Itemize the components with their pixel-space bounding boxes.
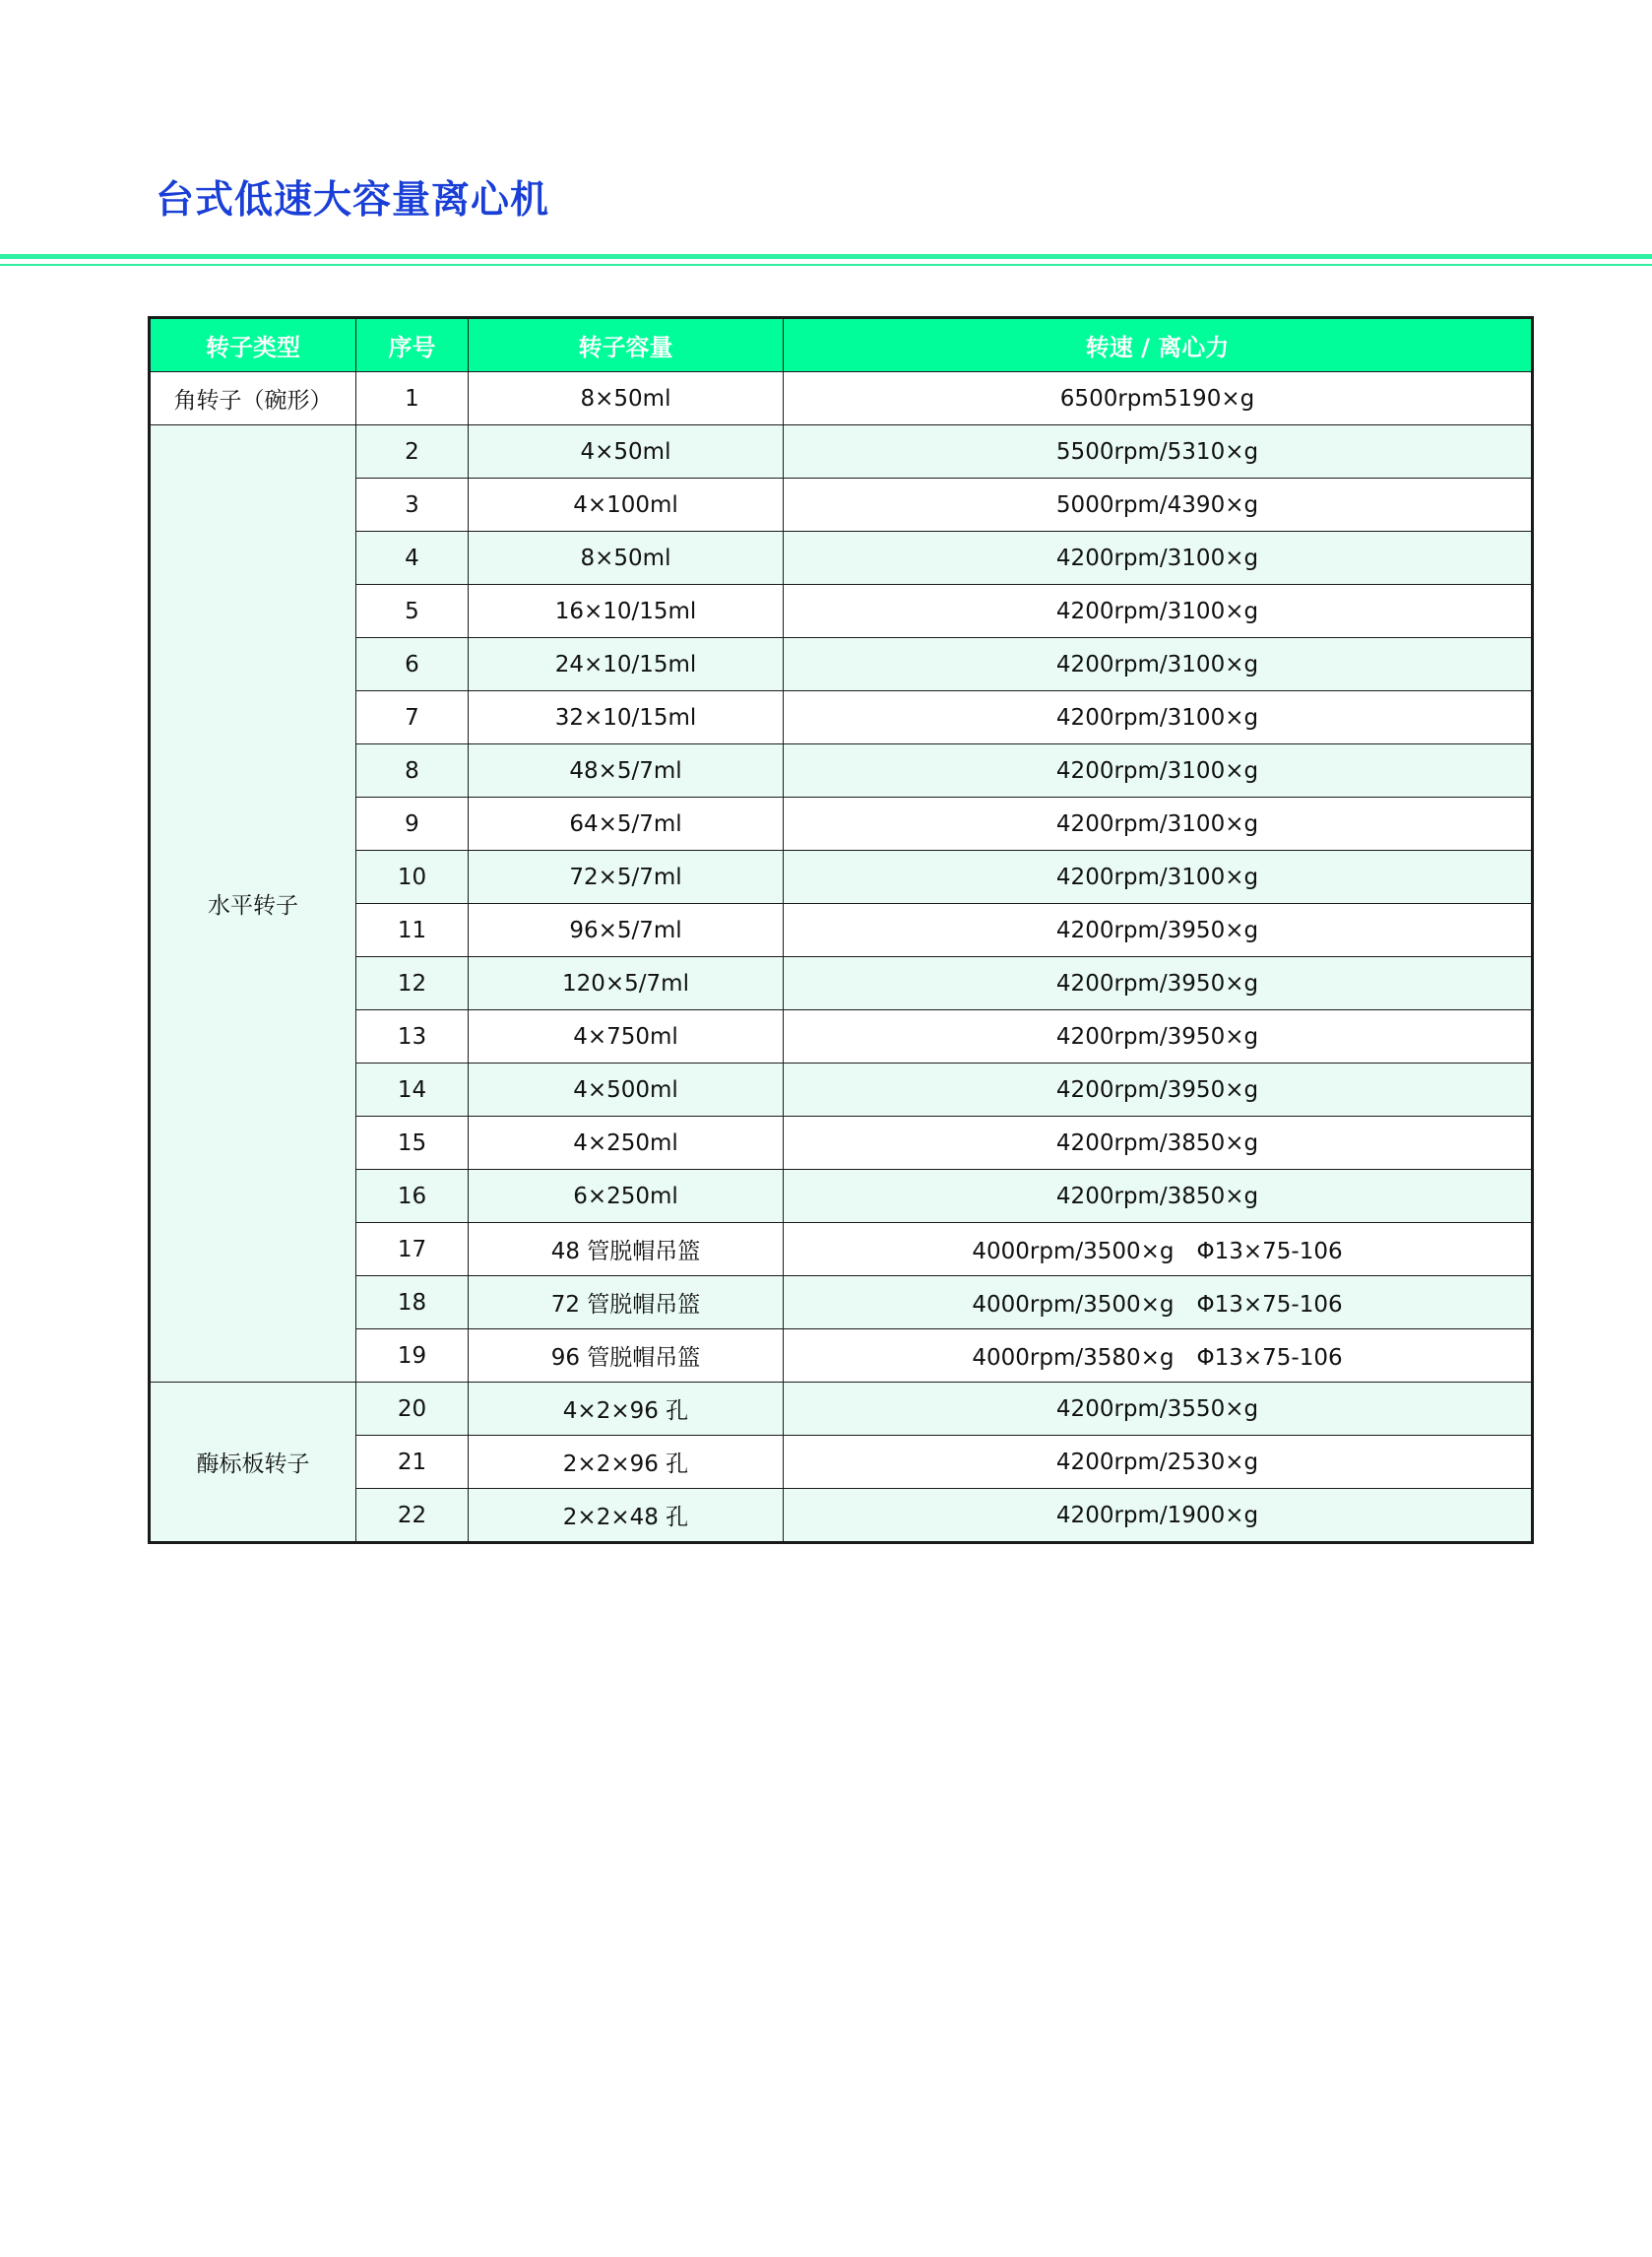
number-cell: 14: [356, 1064, 469, 1117]
number-cell: 1: [356, 372, 469, 425]
number-cell: 4: [356, 532, 469, 585]
number-cell: 2: [356, 425, 469, 479]
capacity-cell: 120×5/7ml: [469, 957, 784, 1010]
speed-cell: 4200rpm/2530×g: [784, 1436, 1533, 1489]
rotor-type-cell: 角转子（碗形）: [150, 372, 356, 425]
table-row: [150, 1329, 1533, 1383]
capacity-cell: 2×2×96 孔: [469, 1436, 784, 1489]
table-row: [150, 1436, 1533, 1489]
speed-cell: 4200rpm/3100×g: [784, 851, 1533, 904]
capacity-cell: 4×2×96 孔: [469, 1383, 784, 1436]
header-rotor-type: 转子类型: [150, 318, 356, 372]
header-rule-thick: [0, 254, 1652, 259]
number-cell: 22: [356, 1489, 469, 1543]
table-row: [150, 691, 1533, 744]
number-cell: 6: [356, 638, 469, 691]
number-cell: 8: [356, 744, 469, 798]
speed-cell: 6500rpm5190×g: [784, 372, 1533, 425]
speed-cell: 4200rpm/3100×g: [784, 532, 1533, 585]
number-cell: 7: [356, 691, 469, 744]
table-row: [150, 904, 1533, 957]
speed-cell: 4200rpm/3100×g: [784, 744, 1533, 798]
page-title: 台式低速大容量离心机: [156, 178, 550, 223]
number-cell: 15: [356, 1117, 469, 1170]
table-row: [150, 1276, 1533, 1329]
number-cell: 5: [356, 585, 469, 638]
capacity-cell: 2×2×48 孔: [469, 1489, 784, 1543]
table-row: [150, 957, 1533, 1010]
capacity-cell: 6×250ml: [469, 1170, 784, 1223]
rotor-type-cell: 酶标板转子: [150, 1383, 356, 1543]
capacity-cell: 64×5/7ml: [469, 798, 784, 851]
speed-cell: 4200rpm/3100×g: [784, 585, 1533, 638]
capacity-cell: 4×500ml: [469, 1064, 784, 1117]
capacity-cell: 72×5/7ml: [469, 851, 784, 904]
header-speed: 转速 / 离心力: [784, 318, 1533, 372]
capacity-cell: 16×10/15ml: [469, 585, 784, 638]
speed-cell: 5500rpm/5310×g: [784, 425, 1533, 479]
speed-cell: 4200rpm/3850×g: [784, 1170, 1533, 1223]
speed-cell: 4200rpm/3550×g: [784, 1383, 1533, 1436]
table-row: [150, 1170, 1533, 1223]
table-body: [150, 372, 1533, 1543]
speed-cell: 4000rpm/3500×g Φ13×75-106: [784, 1276, 1533, 1329]
table-row: [150, 1064, 1533, 1117]
speed-cell: 4200rpm/3100×g: [784, 638, 1533, 691]
speed-cell: 4200rpm/3100×g: [784, 798, 1533, 851]
table-row: [150, 851, 1533, 904]
speed-cell: 4200rpm/3950×g: [784, 1064, 1533, 1117]
number-cell: 20: [356, 1383, 469, 1436]
header-number: 序号: [356, 318, 469, 372]
capacity-cell: 48 管脱帽吊篮: [469, 1223, 784, 1276]
table-row: [150, 638, 1533, 691]
table-row: [150, 1117, 1533, 1170]
table-row: [150, 1010, 1533, 1064]
table-row: [150, 744, 1533, 798]
rotor-spec-table: [148, 316, 1534, 1544]
speed-cell: 4000rpm/3580×g Φ13×75-106: [784, 1329, 1533, 1383]
table-row: [150, 1223, 1533, 1276]
speed-cell: 4200rpm/3950×g: [784, 1010, 1533, 1064]
table-row: [150, 532, 1533, 585]
speed-cell: 4200rpm/1900×g: [784, 1489, 1533, 1543]
capacity-cell: 4×50ml: [469, 425, 784, 479]
number-cell: 12: [356, 957, 469, 1010]
table-header-row: [150, 318, 1533, 372]
capacity-cell: 48×5/7ml: [469, 744, 784, 798]
table-row: [150, 1489, 1533, 1543]
number-cell: 10: [356, 851, 469, 904]
table-row: [150, 479, 1533, 532]
capacity-cell: 24×10/15ml: [469, 638, 784, 691]
number-cell: 16: [356, 1170, 469, 1223]
capacity-cell: 8×50ml: [469, 532, 784, 585]
rotor-type-cell: 水平转子: [150, 425, 356, 1383]
header-capacity: 转子容量: [469, 318, 784, 372]
number-cell: 21: [356, 1436, 469, 1489]
number-cell: 17: [356, 1223, 469, 1276]
capacity-cell: 96×5/7ml: [469, 904, 784, 957]
table-row: [150, 798, 1533, 851]
speed-cell: 4200rpm/3100×g: [784, 691, 1533, 744]
table-row: [150, 1383, 1533, 1436]
capacity-cell: 96 管脱帽吊篮: [469, 1329, 784, 1383]
table-row: [150, 585, 1533, 638]
number-cell: 13: [356, 1010, 469, 1064]
speed-cell: 5000rpm/4390×g: [784, 479, 1533, 532]
table-row: [150, 372, 1533, 425]
number-cell: 11: [356, 904, 469, 957]
number-cell: 9: [356, 798, 469, 851]
capacity-cell: 8×50ml: [469, 372, 784, 425]
speed-cell: 4000rpm/3500×g Φ13×75-106: [784, 1223, 1533, 1276]
number-cell: 18: [356, 1276, 469, 1329]
capacity-cell: 4×750ml: [469, 1010, 784, 1064]
number-cell: 19: [356, 1329, 469, 1383]
speed-cell: 4200rpm/3950×g: [784, 904, 1533, 957]
capacity-cell: 4×100ml: [469, 479, 784, 532]
number-cell: 3: [356, 479, 469, 532]
speed-cell: 4200rpm/3950×g: [784, 957, 1533, 1010]
table-row: [150, 425, 1533, 479]
speed-cell: 4200rpm/3850×g: [784, 1117, 1533, 1170]
capacity-cell: 72 管脱帽吊篮: [469, 1276, 784, 1329]
capacity-cell: 4×250ml: [469, 1117, 784, 1170]
header-rule-thin: [0, 264, 1652, 266]
capacity-cell: 32×10/15ml: [469, 691, 784, 744]
